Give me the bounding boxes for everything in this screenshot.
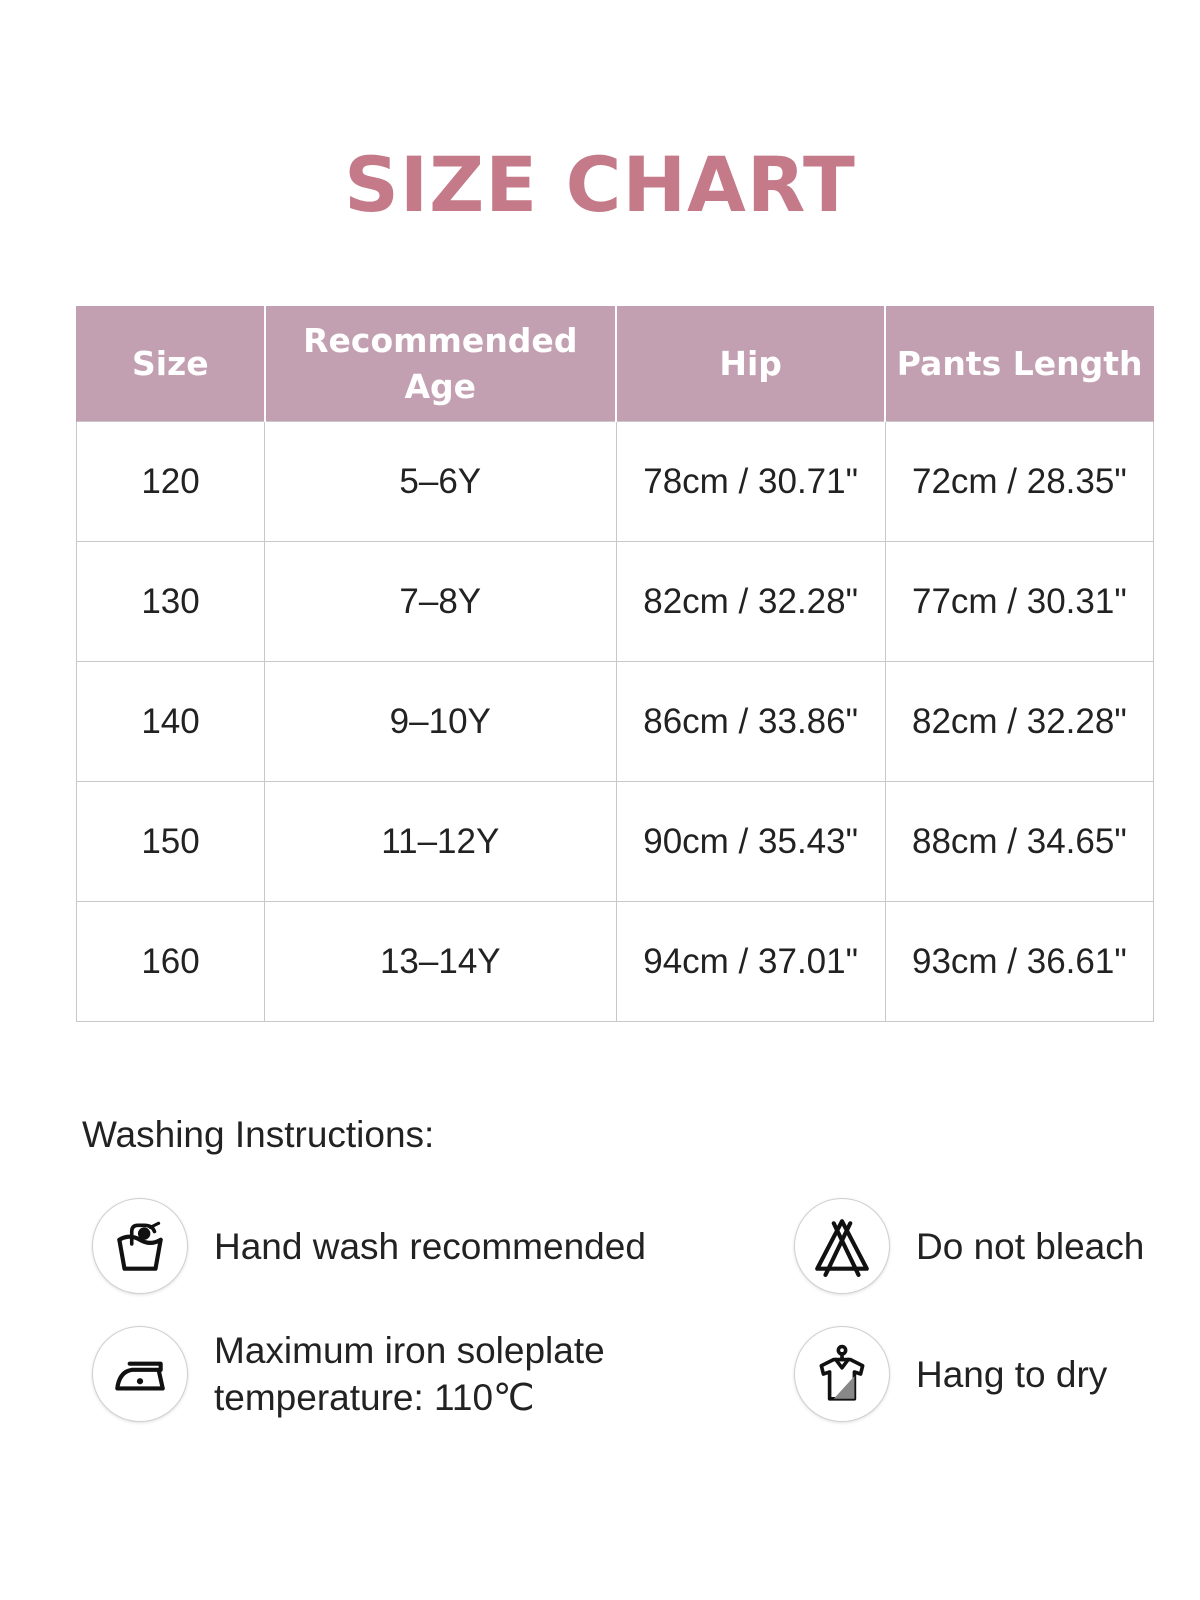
iron-low-icon: [92, 1326, 188, 1422]
washing-instructions-heading: Washing Instructions:: [82, 1114, 435, 1155]
iron-label-line1: Maximum iron soleplate: [214, 1330, 605, 1371]
cell-pants-length: 77cm / 30.31": [885, 542, 1153, 662]
header-age-line2: Age: [404, 366, 477, 406]
cell-age: 9–10Y: [265, 662, 616, 782]
header-pants-length: Pants Length: [885, 306, 1153, 422]
cell-hip: 78cm / 30.71": [616, 422, 885, 542]
table-row: [77, 422, 1154, 542]
cell-hip: 86cm / 33.86": [616, 662, 885, 782]
iron-label: [214, 1327, 605, 1421]
cell-size: 140: [77, 662, 265, 782]
cell-hip: 94cm / 37.01": [616, 902, 885, 1022]
page-title: SIZE CHART: [344, 140, 856, 229]
table-row: [77, 662, 1154, 782]
wash-item-no-bleach: [794, 1198, 1144, 1294]
hand-wash-icon: [92, 1198, 188, 1294]
cell-age: 13–14Y: [265, 902, 616, 1022]
hang-dry-icon: [794, 1326, 890, 1422]
cell-hip: 82cm / 32.28": [616, 542, 885, 662]
header-hip: Hip: [616, 306, 885, 422]
cell-pants-length: 88cm / 34.65": [885, 782, 1153, 902]
cell-size: 120: [77, 422, 265, 542]
cell-pants-length: 82cm / 32.28": [885, 662, 1153, 782]
table-row: [77, 782, 1154, 902]
table-row: [77, 902, 1154, 1022]
cell-hip: 90cm / 35.43": [616, 782, 885, 902]
cell-pants-length: 72cm / 28.35": [885, 422, 1153, 542]
no-bleach-label: Do not bleach: [916, 1225, 1145, 1267]
cell-age: 7–8Y: [265, 542, 616, 662]
wash-item-hand-wash: [92, 1198, 646, 1294]
cell-size: 160: [77, 902, 265, 1022]
do-not-bleach-icon: [794, 1198, 890, 1294]
hand-wash-label: Hand wash recommended: [214, 1225, 646, 1267]
wash-item-hang-dry: [794, 1326, 1107, 1422]
header-size: Size: [77, 306, 265, 422]
table-header-row: [77, 306, 1154, 422]
iron-label-line2: temperature: 110℃: [214, 1377, 535, 1418]
table-row: [77, 542, 1154, 662]
hang-dry-label: Hang to dry: [916, 1353, 1108, 1395]
cell-age: 11–12Y: [265, 782, 616, 902]
wash-item-iron: [92, 1326, 605, 1422]
cell-age: 5–6Y: [265, 422, 616, 542]
size-table: [76, 306, 1154, 1022]
header-recommended-age: [265, 306, 616, 422]
cell-pants-length: 93cm / 36.61": [885, 902, 1153, 1022]
cell-size: 150: [77, 782, 265, 902]
cell-size: 130: [77, 542, 265, 662]
header-age-line1: Recommended: [303, 320, 578, 360]
